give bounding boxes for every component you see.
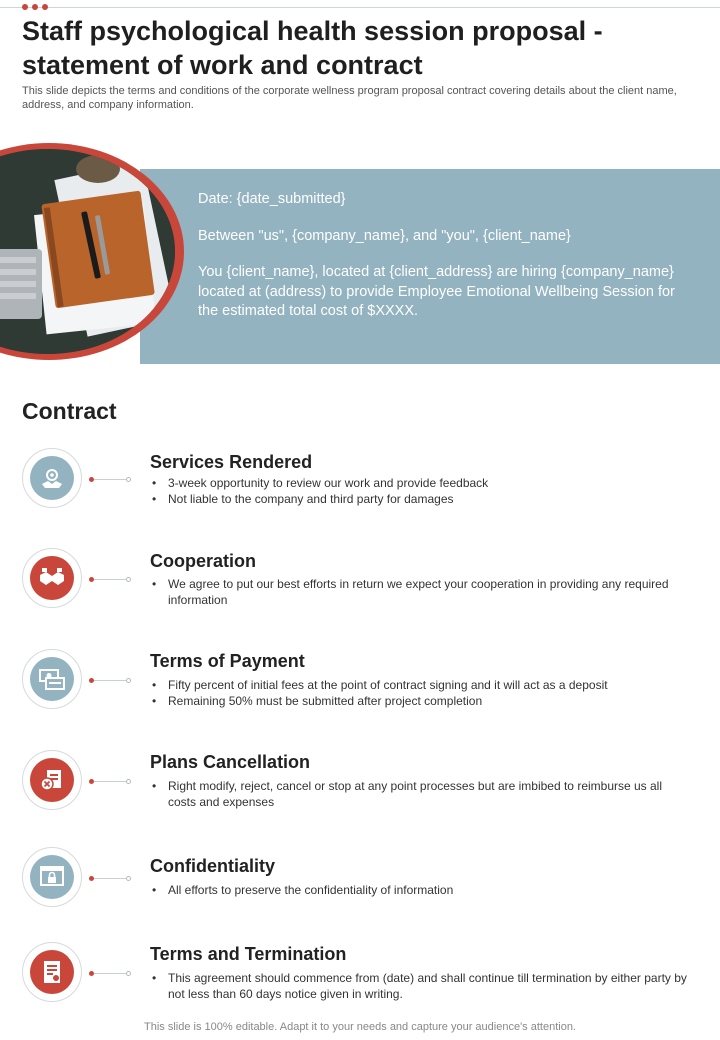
connector-end <box>126 577 131 582</box>
connector-end <box>126 876 131 881</box>
footer-note: This slide is 100% editable. Adapt it to your needs and capture your audience's attention. <box>144 1021 576 1033</box>
contract-heading: Contract <box>22 398 117 424</box>
confidentiality-icon-badge <box>22 847 82 907</box>
top-rule <box>0 7 720 8</box>
list-item: • Not liable to the company and third party for damages <box>150 491 690 507</box>
connector-end <box>126 678 131 683</box>
services-rendered-icon-badge <box>22 448 82 508</box>
plans-cancellation-icon-badge <box>22 750 82 810</box>
plans-cancellation-list <box>150 778 690 810</box>
connector-line <box>94 680 126 681</box>
connector-line <box>94 973 126 974</box>
lock-window-icon <box>30 855 74 899</box>
handshake-gear-icon <box>30 456 74 500</box>
plans-cancellation-title: Plans Cancellation <box>150 752 311 772</box>
list-item: • 3-week opportunity to review our work and provide feedback <box>150 475 690 491</box>
cooperation-title: Cooperation <box>150 551 256 571</box>
terms-of-payment-title: Terms of Payment <box>150 651 305 671</box>
payment-icon <box>30 657 74 701</box>
banner-text <box>198 190 678 339</box>
terms-and-termination-title: Terms and Termination <box>150 944 347 964</box>
confidentiality-list <box>150 882 690 898</box>
list-item: • This agreement should commence from (date) and shall continue till termination by either party by not less than 60 days notice given in writing. <box>150 970 690 1002</box>
connector-end <box>126 971 131 976</box>
terms-and-termination-icon-badge <box>22 942 82 1002</box>
connector-end <box>126 779 131 784</box>
banner-date: Date: {date_submitted} <box>198 191 346 207</box>
terms-and-termination-list <box>150 970 690 1002</box>
list-item: • Remaining 50% must be submitted after project completion <box>150 693 690 709</box>
cooperation-list <box>150 576 690 608</box>
terms-of-payment-icon-badge <box>22 649 82 709</box>
contract-document-icon <box>30 950 74 994</box>
page-subtitle: This slide depicts the terms and conditions of the corporate wellness program proposal contract covering details about the client name, address, and company information. <box>22 85 677 111</box>
connector-line <box>94 479 126 480</box>
banner-hiring: You {client_name}, located at {client_address} are hiring {company_name} located at (address) to provide Employee Emotional Wellbeing Session for the estimated total cost of $XXXX. <box>198 264 675 319</box>
page-title: Staff psychological health session proposal - statement of work and contract <box>22 16 603 80</box>
terms-of-payment-list <box>150 677 690 709</box>
connector-line <box>94 579 126 580</box>
banner-parties: Between "us", {company_name}, and "you", {client_name} <box>198 227 571 244</box>
list-item: • Fifty percent of initial fees at the point of contract signing and it will act as a deposit <box>150 677 690 693</box>
cancel-document-icon <box>30 758 74 802</box>
list-item: • All efforts to preserve the confidentiality of information <box>150 882 690 898</box>
list-item: • We agree to put our best efforts in return we expect your cooperation in providing any required information <box>150 576 690 608</box>
connector-line <box>94 878 126 879</box>
decorative-dots <box>22 4 48 10</box>
services-rendered-title: Services Rendered <box>150 452 313 472</box>
connector-end <box>126 477 131 482</box>
cooperation-icon-badge <box>22 548 82 608</box>
confidentiality-title: Confidentiality <box>150 856 275 876</box>
connector-line <box>94 781 126 782</box>
handshake-icon <box>30 556 74 600</box>
list-item: • Right modify, reject, cancel or stop at any point processes but are imbibed to reimburse us all costs and expenses <box>150 778 690 810</box>
services-rendered-list <box>150 475 690 507</box>
